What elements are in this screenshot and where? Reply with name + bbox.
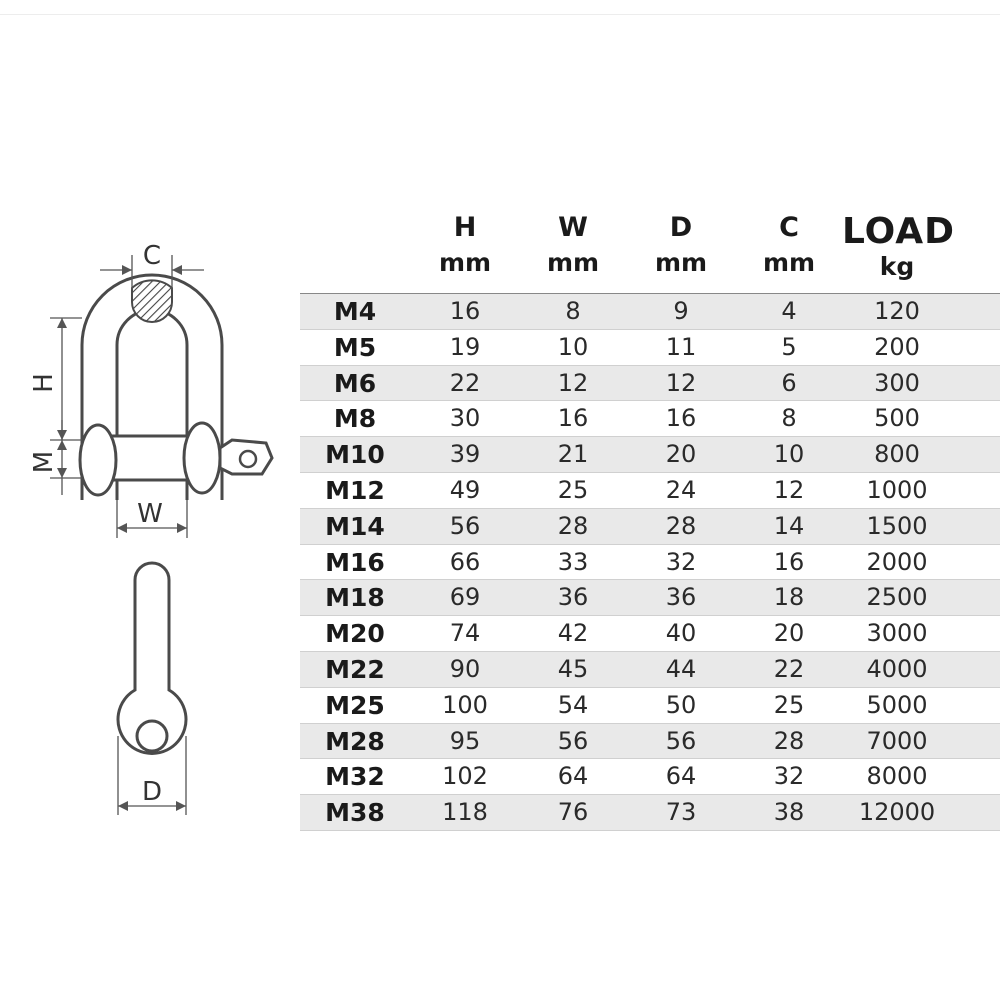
row-size-label: M20 (325, 619, 385, 649)
cell-h: 16 (449, 297, 481, 325)
cell-d: 28 (665, 511, 697, 540)
row-size-label: M25 (325, 690, 385, 720)
table-row (300, 580, 1000, 616)
row-size-label: M32 (325, 762, 385, 792)
cell-d: 50 (665, 690, 697, 719)
cell-c: 5 (781, 332, 797, 361)
cell-d: 9 (673, 297, 689, 325)
row-size-label: M8 (333, 404, 377, 434)
cell-d: 56 (665, 726, 697, 755)
cell-w: 64 (557, 762, 589, 791)
cell-load: 500 (874, 404, 920, 433)
cell-load: 12000 (858, 798, 936, 827)
table-row (300, 509, 1000, 545)
cell-load: 1000 (866, 475, 928, 504)
cell-d: 32 (665, 547, 697, 576)
cell-c: 20 (773, 619, 805, 648)
cell-w: 45 (557, 654, 589, 683)
cell-d: 12 (665, 368, 697, 397)
cell-c: 6 (781, 368, 797, 397)
column-header-c (734, 210, 844, 280)
cell-d: 73 (665, 798, 697, 827)
row-size-label: M22 (325, 654, 385, 684)
row-size-label: M6 (333, 368, 377, 398)
cell-d: 64 (665, 762, 697, 791)
cell-c: 4 (781, 297, 797, 325)
cell-w: 33 (557, 547, 589, 576)
cell-d: 40 (665, 619, 697, 648)
table-row (300, 688, 1000, 724)
dimension-label-d: D (141, 777, 163, 807)
column-header-h (410, 210, 520, 280)
cell-h: 30 (449, 404, 481, 433)
row-size-label: M4 (333, 297, 377, 326)
column-header-w (518, 210, 628, 280)
cell-w: 42 (557, 619, 589, 648)
cell-d: 11 (665, 332, 697, 361)
cell-h: 19 (449, 332, 481, 361)
column-header-c-name: C (779, 212, 799, 243)
row-size-label: M10 (325, 440, 385, 470)
cell-c: 38 (773, 798, 805, 827)
column-header-w-unit: mm (546, 248, 600, 277)
cell-load: 8000 (866, 762, 928, 791)
table-row (300, 652, 1000, 688)
table-body (300, 294, 1000, 831)
cell-d: 24 (665, 475, 697, 504)
dimension-label-h: H (29, 373, 59, 393)
table-row (300, 545, 1000, 581)
table-row (300, 616, 1000, 652)
dimension-label-w: W (137, 499, 163, 529)
cell-h: 56 (449, 511, 481, 540)
cell-load: 120 (874, 297, 920, 325)
column-header-d-unit: mm (654, 248, 708, 277)
cell-load: 2000 (866, 547, 928, 576)
cell-w: 25 (557, 475, 589, 504)
cell-c: 8 (781, 404, 797, 433)
cell-c: 18 (773, 583, 805, 612)
cell-d: 16 (665, 404, 697, 433)
cell-load: 800 (874, 440, 920, 469)
table-row (300, 330, 1000, 366)
cell-load: 2500 (866, 583, 928, 612)
column-header-load (842, 210, 956, 281)
table-row (300, 724, 1000, 760)
row-size-label: M28 (325, 726, 385, 756)
cell-h: 100 (442, 690, 488, 719)
table-row (300, 437, 1000, 473)
cell-w: 36 (557, 583, 589, 612)
pin-eye-left (80, 425, 116, 495)
cell-h: 22 (449, 368, 481, 397)
cell-w: 8 (565, 297, 581, 325)
row-size-label: M38 (325, 798, 385, 828)
cell-h: 74 (449, 619, 481, 648)
table-row (300, 366, 1000, 402)
cell-w: 10 (557, 332, 589, 361)
cell-w: 12 (557, 368, 589, 397)
cell-h: 95 (449, 726, 481, 755)
cell-d: 20 (665, 440, 697, 469)
column-header-h-name: H (453, 212, 477, 243)
row-size-label: M18 (325, 583, 385, 613)
row-size-label: M14 (325, 511, 385, 541)
cell-w: 76 (557, 798, 589, 827)
table-row (300, 795, 1000, 831)
side-view-eye-hole (137, 721, 167, 751)
cell-h: 49 (449, 475, 481, 504)
cell-c: 12 (773, 475, 805, 504)
cell-load: 7000 (866, 726, 928, 755)
column-header-d (626, 210, 736, 280)
cell-load: 1500 (866, 511, 928, 540)
row-size-label: M12 (325, 475, 385, 505)
cell-c: 25 (773, 690, 805, 719)
cell-w: 56 (557, 726, 589, 755)
table-row (300, 759, 1000, 795)
row-size-label: M16 (325, 547, 385, 577)
row-size-label: M5 (333, 332, 377, 362)
cell-w: 28 (557, 511, 589, 540)
cell-w: 54 (557, 690, 589, 719)
cell-h: 90 (449, 654, 481, 683)
cell-d: 36 (665, 583, 697, 612)
dimension-label-c: C (142, 241, 162, 271)
cell-c: 22 (773, 654, 805, 683)
dimension-label-m: M (29, 450, 59, 474)
column-header-load-name: LOAD (842, 211, 956, 252)
column-header-c-unit: mm (762, 248, 816, 277)
column-header-d-name: D (669, 212, 693, 243)
shackle-drawing (0, 0, 300, 1000)
cell-load: 200 (874, 332, 920, 361)
cell-c: 10 (773, 440, 805, 469)
cell-h: 102 (442, 762, 488, 791)
cell-h: 66 (449, 547, 481, 576)
cell-c: 32 (773, 762, 805, 791)
column-header-load-unit: kg (879, 252, 915, 281)
table-row (300, 294, 1000, 330)
cell-w: 21 (557, 440, 589, 469)
cell-h: 69 (449, 583, 481, 612)
cell-w: 16 (557, 404, 589, 433)
cell-load: 5000 (866, 690, 928, 719)
cell-h: 39 (449, 440, 481, 469)
bow-section-hatch (132, 280, 172, 322)
cell-c: 28 (773, 726, 805, 755)
column-header-w-name: W (558, 212, 588, 243)
cell-load: 3000 (866, 619, 928, 648)
table-row (300, 401, 1000, 437)
cell-d: 44 (665, 654, 697, 683)
table-row (300, 473, 1000, 509)
cell-load: 300 (874, 368, 920, 397)
cell-c: 14 (773, 511, 805, 540)
column-header-h-unit: mm (438, 248, 492, 277)
cell-load: 4000 (866, 654, 928, 683)
cell-h: 118 (442, 798, 488, 827)
pin-eye-right (184, 423, 220, 493)
cell-c: 16 (773, 547, 805, 576)
pin-head-hole (240, 451, 256, 467)
